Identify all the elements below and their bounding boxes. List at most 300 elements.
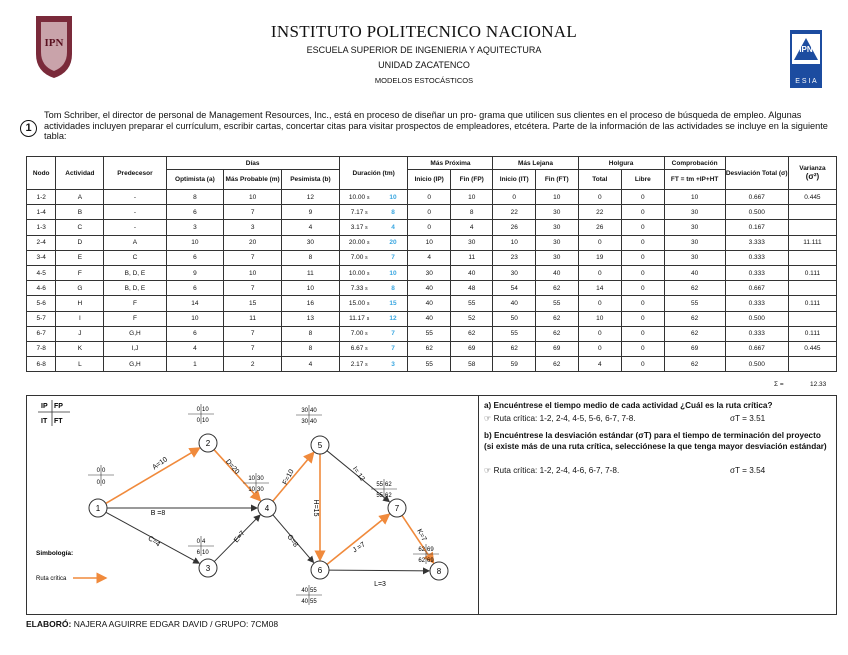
table-cell: 62 xyxy=(535,281,578,296)
table-row xyxy=(27,311,837,326)
problem-number: 1 xyxy=(20,120,37,137)
table-cell: 40 xyxy=(493,296,536,311)
node-fp: 0 xyxy=(102,468,106,474)
table-row xyxy=(27,250,837,265)
table-cell: 3 xyxy=(224,220,282,235)
unit-suffix: s xyxy=(366,316,370,323)
table-cell: 1-3 xyxy=(27,220,56,235)
node-ip: 30 xyxy=(301,408,308,414)
table-cell: 5-7 xyxy=(27,311,56,326)
table-cell: 54 xyxy=(493,281,536,296)
col-optimista: Optimista (a) xyxy=(166,170,224,190)
node-fp: 4 xyxy=(202,539,206,545)
table-cell: 10 xyxy=(664,190,725,205)
table-cell: 8 xyxy=(282,341,340,356)
table-cell: - xyxy=(104,205,166,220)
table-cell: 6 xyxy=(166,250,224,265)
table-cell: 30 xyxy=(408,265,451,280)
node-ft: 10 xyxy=(202,418,209,424)
col-desviacion: Desviación Total (σ) xyxy=(725,157,788,190)
node-it: 30 xyxy=(301,419,308,425)
node-fp: 69 xyxy=(427,547,434,553)
table-cell: 7 xyxy=(224,326,282,341)
table-cell: C xyxy=(56,220,104,235)
table-cell: 7.00 s xyxy=(339,250,378,265)
table-cell: 0 xyxy=(622,311,665,326)
table-cell: 0.445 xyxy=(788,341,836,356)
footer-label: ELABORÓ: xyxy=(26,619,72,629)
table-cell: 1-4 xyxy=(27,205,56,220)
unit-suffix: s xyxy=(365,255,368,262)
table-cell: 0 xyxy=(622,296,665,311)
table-cell: - xyxy=(104,220,166,235)
edge-label: B =8 xyxy=(150,510,166,517)
table-cell: 26 xyxy=(493,220,536,235)
edge-label: K=7 xyxy=(415,528,428,543)
col-duracion: Duración (tm) xyxy=(339,157,408,190)
unit-suffix: s xyxy=(365,331,368,338)
col-comprobacion: Comprobación xyxy=(664,157,725,170)
table-cell: 0.500 xyxy=(725,205,788,220)
table-row xyxy=(27,341,837,356)
table-cell: 0 xyxy=(578,235,622,250)
edge-label: C=4 xyxy=(146,535,162,549)
table-cell: 23 xyxy=(493,250,536,265)
node-fp: 40 xyxy=(310,408,317,414)
table-cell: 30 xyxy=(535,235,578,250)
table-cell: 30 xyxy=(535,220,578,235)
answer-b-route: Ruta crítica: 1-2, 2-4, 4-6, 6-7, 7-8. xyxy=(493,466,620,475)
footer xyxy=(26,619,278,629)
table-cell: 62 xyxy=(535,357,578,372)
node-it: 6 xyxy=(196,550,200,556)
edge-label: I= 12 xyxy=(350,465,366,483)
table-cell: 62 xyxy=(535,311,578,326)
node-fp: 55 xyxy=(310,588,317,594)
table-cell: 62 xyxy=(664,326,725,341)
institute-title: INSTITUTO POLITECNICO NACIONAL xyxy=(270,22,578,41)
col-libre: Libre xyxy=(622,170,665,190)
table-row xyxy=(27,326,837,341)
table-cell: I,J xyxy=(104,341,166,356)
table-cell: 2 xyxy=(224,357,282,372)
col-ft-formula: FT = tm +IP+HT xyxy=(664,170,725,190)
table-cell: 55 xyxy=(535,296,578,311)
col-predecesor: Predecesor xyxy=(104,157,166,190)
col-nodo: Nodo xyxy=(27,157,56,190)
table-cell: 15.00 s xyxy=(339,296,378,311)
table-cell: 10 xyxy=(578,311,622,326)
table-cell: A xyxy=(104,235,166,250)
node-ft: 55 xyxy=(310,599,317,605)
simbologia-label: Simbología: xyxy=(36,550,74,557)
edge-label: A=10 xyxy=(151,456,169,472)
answer-a-sigma: σT = 3.51 xyxy=(730,414,766,423)
table-cell: 30 xyxy=(535,250,578,265)
table-cell: F xyxy=(104,311,166,326)
node-fp: 62 xyxy=(385,482,392,488)
node-ip: 55 xyxy=(376,482,383,488)
col-mas-lejana: Más Lejana xyxy=(493,157,578,170)
footer-text: NAJERA AGUIRRE EDGAR DAVID / GRUPO: 7CM08 xyxy=(73,619,279,629)
table-cell: 26 xyxy=(578,220,622,235)
table-cell: 62 xyxy=(408,341,451,356)
table-cell: F xyxy=(56,265,104,280)
ipn-logo-text: IPN xyxy=(44,37,64,49)
unit-suffix: s xyxy=(366,194,370,201)
table-cell: 10 xyxy=(166,311,224,326)
table-cell: 4 xyxy=(379,220,408,235)
table-cell: 14 xyxy=(166,296,224,311)
table-cell: 20.00 s xyxy=(339,235,378,250)
unit-suffix: s xyxy=(365,361,368,368)
course-name: MODELOS ESTOCÁSTICOS xyxy=(374,76,474,85)
table-cell: 0.667 xyxy=(725,341,788,356)
table-cell: 0.500 xyxy=(725,311,788,326)
table-cell: 12 xyxy=(282,190,340,205)
node-it: 0 xyxy=(196,418,200,424)
esia-logo-text-bottom: E S I A xyxy=(795,78,817,85)
node-ip: 0 xyxy=(196,407,200,413)
table-cell: 10.00 s xyxy=(339,265,378,280)
table-cell: 6-8 xyxy=(27,357,56,372)
table-row xyxy=(27,205,837,220)
legend-ft: FT xyxy=(54,418,63,425)
varianza-symbol: (σ²) xyxy=(805,172,820,181)
col-ft: Fin (FT) xyxy=(535,170,578,190)
table-cell: 14 xyxy=(578,281,622,296)
table-cell: D xyxy=(56,235,104,250)
table-cell: 8 xyxy=(166,190,224,205)
sigma-label: Σ = xyxy=(774,381,784,388)
table-cell: 69 xyxy=(535,341,578,356)
table-cell: 62 xyxy=(664,357,725,372)
table-cell: 0.333 xyxy=(725,326,788,341)
col-probable: Más Probable (m) xyxy=(224,170,282,190)
table-cell: 0 xyxy=(622,265,665,280)
node-id: 3 xyxy=(205,564,211,573)
table-cell: 30 xyxy=(493,265,536,280)
table-cell: 15 xyxy=(379,296,408,311)
unit-suffix: s xyxy=(365,224,368,231)
col-it: Inicio (IT) xyxy=(493,170,536,190)
table-cell xyxy=(788,311,836,326)
answer-a-row xyxy=(484,413,636,424)
table-cell: 12 xyxy=(379,311,408,326)
node-id: 8 xyxy=(436,567,442,576)
edge-label: E=7 xyxy=(233,529,247,545)
table-cell: 69 xyxy=(664,341,725,356)
table-cell: G,H xyxy=(104,357,166,372)
table-cell: 0 xyxy=(622,205,665,220)
table-cell: 22 xyxy=(493,205,536,220)
table-cell: 50 xyxy=(493,311,536,326)
table-cell: 0.111 xyxy=(788,326,836,341)
col-dias: Días xyxy=(166,157,339,170)
table-cell: 40 xyxy=(450,265,493,280)
table-cell: 1 xyxy=(166,357,224,372)
table-cell: 0 xyxy=(622,190,665,205)
table-cell: 0 xyxy=(622,357,665,372)
col-mas-proxima: Más Próxima xyxy=(408,157,493,170)
table-cell: 10 xyxy=(282,281,340,296)
node-fp: 30 xyxy=(257,476,264,482)
table-cell: 40 xyxy=(408,281,451,296)
panel-divider xyxy=(478,395,479,615)
edge-label: F=10 xyxy=(281,468,296,487)
table-cell: 10 xyxy=(166,235,224,250)
table-cell: 6-7 xyxy=(27,326,56,341)
table-cell: 40 xyxy=(408,311,451,326)
table-cell: B, D, E xyxy=(104,265,166,280)
table-cell: 59 xyxy=(493,357,536,372)
table-cell: 0.500 xyxy=(725,357,788,372)
edge-label: H=15 xyxy=(312,499,319,517)
table-cell: 7 xyxy=(224,205,282,220)
node-id: 6 xyxy=(317,566,323,575)
table-cell: 7 xyxy=(224,341,282,356)
table-cell: 2.17 s xyxy=(339,357,378,372)
node-ip: 10 xyxy=(248,476,255,482)
table-cell: 30 xyxy=(535,205,578,220)
unit-suffix: s xyxy=(366,300,370,307)
table-cell: 69 xyxy=(450,341,493,356)
node-it: 0 xyxy=(96,480,100,486)
table-cell: - xyxy=(104,190,166,205)
question-a: a) Encuéntrese el tiempo medio de cada actividad ¿Cuál es la ruta crítica? xyxy=(484,401,773,410)
table-cell: 10 xyxy=(450,190,493,205)
node-ip: 0 xyxy=(96,468,100,474)
table-cell: 62 xyxy=(535,326,578,341)
table-cell: 4 xyxy=(450,220,493,235)
answer-b-row xyxy=(484,465,619,476)
table-cell: 19 xyxy=(578,250,622,265)
table-cell: 55 xyxy=(450,296,493,311)
node-it: 40 xyxy=(301,599,308,605)
table-cell: 0 xyxy=(578,341,622,356)
legend-it: IT xyxy=(41,418,48,425)
table-cell: 3 xyxy=(166,220,224,235)
node-it: 55 xyxy=(376,493,383,499)
table-cell: A xyxy=(56,190,104,205)
school-name: ESCUELA SUPERIOR DE INGENIERIA Y AQUITECTURA xyxy=(306,45,542,55)
table-cell: 7 xyxy=(379,326,408,341)
table-cell: 22 xyxy=(578,205,622,220)
col-actividad: Actividad xyxy=(56,157,104,190)
table-cell: 0 xyxy=(578,296,622,311)
table-cell: 0 xyxy=(622,341,665,356)
unit-suffix: s xyxy=(365,346,368,353)
table-cell: 0 xyxy=(622,220,665,235)
edge-label: J =7 xyxy=(351,541,367,555)
table-cell: 0 xyxy=(578,190,622,205)
table-cell: 7.33 s xyxy=(339,281,378,296)
table-row xyxy=(27,235,837,250)
table-cell: 40 xyxy=(664,265,725,280)
table-cell: 8 xyxy=(379,205,408,220)
edge-4-5 xyxy=(273,453,314,501)
table-cell: 10 xyxy=(379,190,408,205)
table-cell: 6 xyxy=(166,326,224,341)
problem-text: Tom Schriber, el director de personal de Management Resources, Inc., está en proceso de diseñar un pro- grama que utilicen sus clientes en el proceso de búsqueda de empleo. Algunas actividades incluyen preparar el currículum, escribir cartas, concertar citas para visitar prospectos de empleadores, etcétera. Parte de la información de las actividades se incluye en la siguiente tabla: xyxy=(44,110,828,142)
table-cell: 0.333 xyxy=(725,296,788,311)
edge-6-7 xyxy=(327,514,389,564)
table-row xyxy=(27,220,837,235)
node-ft: 0 xyxy=(102,480,106,486)
table-cell: 0 xyxy=(578,265,622,280)
table-cell: K xyxy=(56,341,104,356)
edge-label: L=3 xyxy=(374,581,386,588)
table-cell: 13 xyxy=(282,311,340,326)
table-cell: 0 xyxy=(578,326,622,341)
table-cell: 7 xyxy=(379,341,408,356)
node-ft: 62 xyxy=(385,493,392,499)
table-row xyxy=(27,296,837,311)
col-ip: Inicio (IP) xyxy=(408,170,451,190)
node-fp: 10 xyxy=(202,407,209,413)
table-cell: 6 xyxy=(166,281,224,296)
table-cell: 30 xyxy=(664,250,725,265)
table-cell: B xyxy=(56,205,104,220)
edge-label: D=20 xyxy=(224,458,241,476)
table-cell: F xyxy=(104,296,166,311)
answer-b-sigma: σT = 3.54 xyxy=(730,466,766,475)
table-cell: 62 xyxy=(664,281,725,296)
table-cell: 10 xyxy=(493,235,536,250)
table-cell: 4 xyxy=(578,357,622,372)
table-cell: 0 xyxy=(493,190,536,205)
table-cell: 0 xyxy=(408,205,451,220)
table-cell: 55 xyxy=(408,326,451,341)
ruta-critica-label: Ruta crítica xyxy=(36,576,67,582)
table-cell: G xyxy=(56,281,104,296)
table-cell: G,H xyxy=(104,326,166,341)
table-cell: 30 xyxy=(664,205,725,220)
table-cell: 8 xyxy=(450,205,493,220)
table-cell: 0 xyxy=(408,220,451,235)
table-cell xyxy=(788,357,836,372)
node-ip: 0 xyxy=(196,539,200,545)
table-cell: 10 xyxy=(379,265,408,280)
table-cell: E xyxy=(56,250,104,265)
legend-fp: FP xyxy=(54,403,63,410)
table-cell: 2-4 xyxy=(27,235,56,250)
table-cell: 15 xyxy=(224,296,282,311)
hand-icon: ☞ xyxy=(484,466,492,475)
table-cell: 10 xyxy=(408,235,451,250)
table-row xyxy=(27,190,837,205)
table-cell: 55 xyxy=(493,326,536,341)
table-cell: 3 xyxy=(379,357,408,372)
table-cell: B, D, E xyxy=(104,281,166,296)
table-cell xyxy=(788,250,836,265)
table-cell: 4 xyxy=(282,357,340,372)
table-cell: 0.333 xyxy=(725,265,788,280)
answer-a-route: Ruta crítica: 1-2, 2-4, 4-5, 5-6, 6-7, 7-8. xyxy=(493,414,636,423)
unit-suffix: s xyxy=(365,285,368,292)
node-ip: 40 xyxy=(301,588,308,594)
unit-suffix: s xyxy=(365,209,368,216)
edge-6-8 xyxy=(329,570,429,571)
table-cell: 7 xyxy=(224,250,282,265)
table-row xyxy=(27,265,837,280)
table-cell: 3.333 xyxy=(725,235,788,250)
table-cell: 9 xyxy=(282,205,340,220)
table-cell: 20 xyxy=(224,235,282,250)
table-cell: 30 xyxy=(282,235,340,250)
node-id: 5 xyxy=(317,441,323,450)
table-cell: 55 xyxy=(408,357,451,372)
node-id: 2 xyxy=(205,439,211,448)
table-cell: 11.111 xyxy=(788,235,836,250)
table-cell: 0.445 xyxy=(788,190,836,205)
table-cell: 7.17 s xyxy=(339,205,378,220)
table-cell: 55 xyxy=(664,296,725,311)
table-cell: 0 xyxy=(622,235,665,250)
table-cell: 8 xyxy=(282,250,340,265)
table-cell: 52 xyxy=(450,311,493,326)
table-cell: 48 xyxy=(450,281,493,296)
col-varianza xyxy=(788,157,836,190)
table-cell: 30 xyxy=(664,235,725,250)
table-cell: 62 xyxy=(493,341,536,356)
node-it: 10 xyxy=(248,487,255,493)
table-cell: 3-4 xyxy=(27,250,56,265)
varianza-label: Varianza xyxy=(799,165,826,172)
table-cell: 7-8 xyxy=(27,341,56,356)
table-cell: 0 xyxy=(408,190,451,205)
edge-label: G=8 xyxy=(285,533,299,549)
table-cell: 0 xyxy=(622,281,665,296)
node-ft: 30 xyxy=(257,487,264,493)
table-cell: 6.67 s xyxy=(339,341,378,356)
col-fp: Fin (FP) xyxy=(450,170,493,190)
table-row xyxy=(27,281,837,296)
table-cell: 0 xyxy=(622,250,665,265)
table-cell: 0.111 xyxy=(788,265,836,280)
table-cell: 9 xyxy=(166,265,224,280)
question-b: b) Encuéntrese la desviación estándar (σT) para el tiempo de terminación del proyecto (si existe más de una ruta crítica, selecciónese la que tenga mayor desviación estándar) xyxy=(484,431,827,451)
table-cell: H xyxy=(56,296,104,311)
table-cell: 10.00 s xyxy=(339,190,378,205)
table-cell: 4 xyxy=(166,341,224,356)
table-cell: 0.667 xyxy=(725,190,788,205)
table-cell: 0 xyxy=(622,326,665,341)
table-row xyxy=(27,357,837,372)
node-id: 4 xyxy=(264,504,270,513)
table-header-row xyxy=(27,157,837,170)
table-cell: 30 xyxy=(450,235,493,250)
table-cell: 4-6 xyxy=(27,281,56,296)
node-id: 7 xyxy=(394,504,400,513)
table-cell: 5-6 xyxy=(27,296,56,311)
table-cell: 4-5 xyxy=(27,265,56,280)
table-cell: 11 xyxy=(224,311,282,326)
node-ip: 62 xyxy=(418,547,425,553)
table-cell: 62 xyxy=(664,311,725,326)
node-it: 62 xyxy=(418,558,425,564)
table-cell: 4 xyxy=(408,250,451,265)
node-id: 1 xyxy=(95,504,101,513)
table-cell: 1-2 xyxy=(27,190,56,205)
table-cell: 20 xyxy=(379,235,408,250)
table-cell: L xyxy=(56,357,104,372)
table-cell xyxy=(788,205,836,220)
table-cell xyxy=(788,220,836,235)
legend-ip: IP xyxy=(41,403,48,410)
edge-1-2 xyxy=(106,448,200,503)
table-cell: 7 xyxy=(224,281,282,296)
